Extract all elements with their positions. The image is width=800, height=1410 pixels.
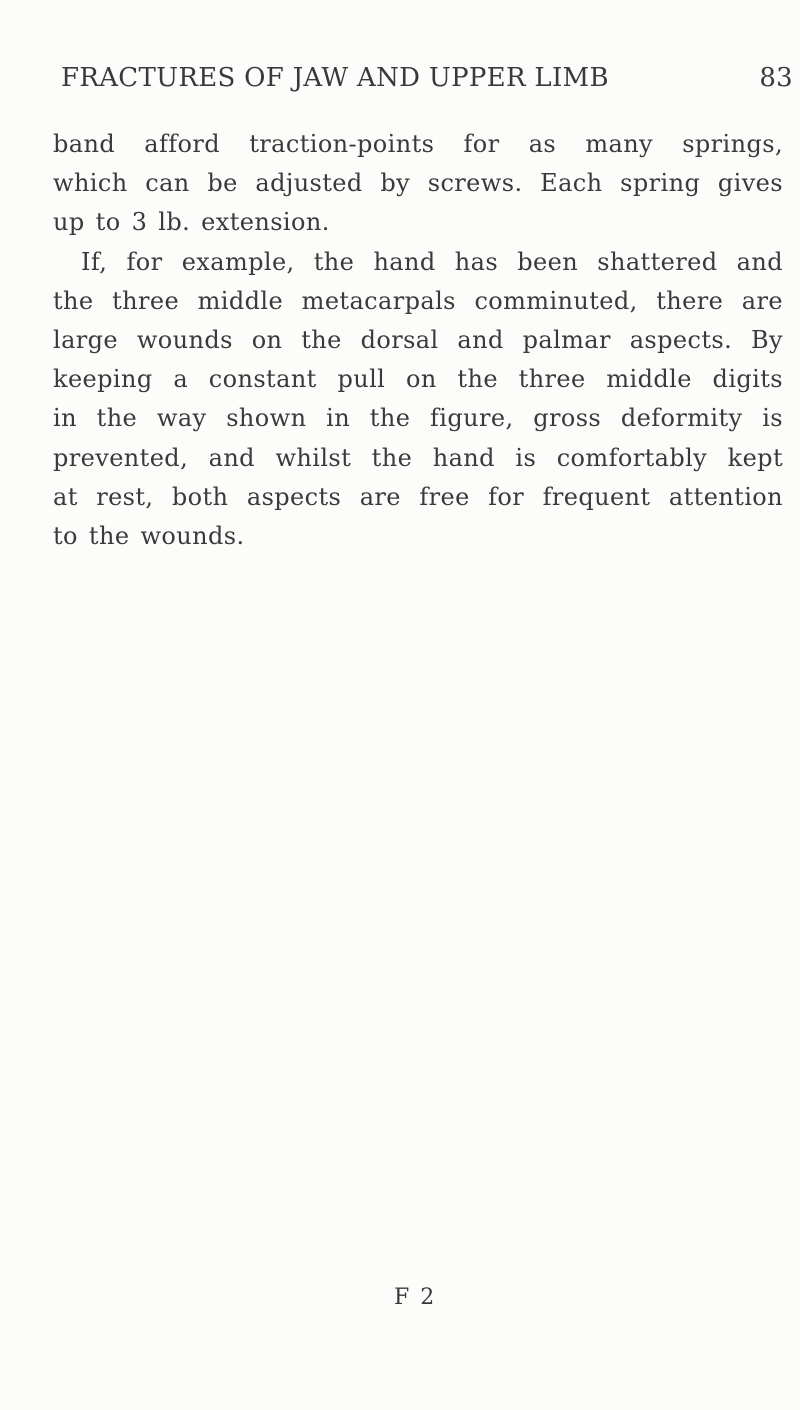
text-line: prevented, and whilst the hand is comfortably kept bbox=[53, 443, 783, 472]
text-line: in the way shown in the figure, gross deformity is bbox=[53, 404, 783, 433]
body-text bbox=[53, 125, 783, 556]
text-line: If, for example, the hand has been shattered and bbox=[81, 247, 783, 276]
page-number: 83 bbox=[759, 63, 793, 93]
text-line: the three middle metacarpals comminuted, there are bbox=[53, 286, 783, 315]
chapter-title: FRACTURES OF JAW AND UPPER LIMB bbox=[61, 63, 609, 93]
text-line: to the wounds. bbox=[53, 521, 245, 550]
signature-mark: F 2 bbox=[394, 1285, 437, 1310]
text-line: up to 3 lb. extension. bbox=[53, 208, 330, 237]
text-line: keeping a constant pull on the three middle digits bbox=[53, 365, 783, 394]
running-head bbox=[61, 58, 793, 98]
text-line: at rest, both aspects are free for frequent attention bbox=[53, 482, 783, 511]
text-line: large wounds on the dorsal and palmar aspects. By bbox=[53, 325, 783, 354]
text-line: band afford traction-points for as many springs, bbox=[53, 130, 783, 158]
text-line: which can be adjusted by screws. Each spring gives bbox=[53, 169, 783, 198]
